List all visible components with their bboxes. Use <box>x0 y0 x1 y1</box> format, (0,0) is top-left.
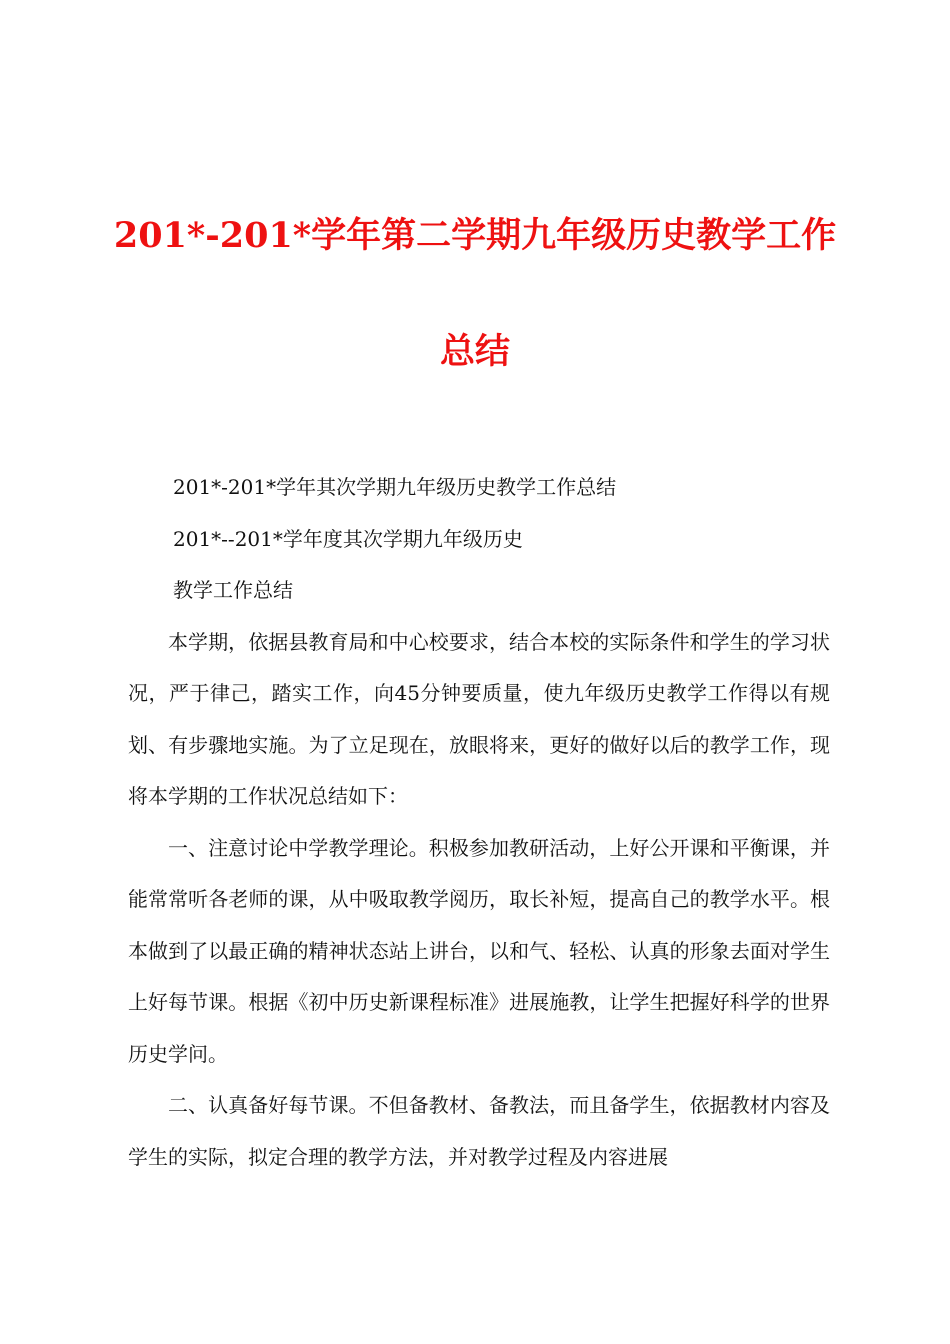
paragraph-intro: 本学期，依据县教育局和中心校要求，结合本校的实际条件和学生的学习状况，严于律己，踏实工作，向45分钟要质量，使九年级历史教学工作得以有规划、有步骤地实施。为了立足现在，放眼将来，更好的做好以后的教学工作，现将本学期的工作状况总结如下： <box>128 629 830 808</box>
document-title-line-2: 总结 <box>439 331 510 372</box>
paragraph-section-2: 二、认真备好每节课。不但备教材、备教法，而且备学生，依据教材内容及学生的实际，拟定合理的教学方法，并对教学过程及内容进展 <box>128 1093 830 1169</box>
document-title-line-1: 201*-201*学年第二学期九年级历史教学工作 <box>113 215 837 256</box>
paragraph-section-1: 一、注意讨论中学教学理论。积极参加教研活动，上好公开课和平衡课，并能常常听各老师的课，从中吸取教学阅历，取长补短，提高自己的教学水平。根本做到了以最正确的精神状态站上讲台，以和气、轻松、认真的形象去面对学生上好每节课。根据《初中历史新课程标准》进展施教，让学生把握好科学的世界历史学问。 <box>128 835 830 1066</box>
paragraph-subtitle: 201*-201*学年其次学期九年级历史教学工作总结 <box>173 475 617 499</box>
paragraph-subtitle-2: 201*--201*学年度其次学期九年级历史 <box>173 526 523 551</box>
document-body <box>128 462 830 1183</box>
paragraph-subtitle-3: 教学工作总结 <box>173 578 293 602</box>
